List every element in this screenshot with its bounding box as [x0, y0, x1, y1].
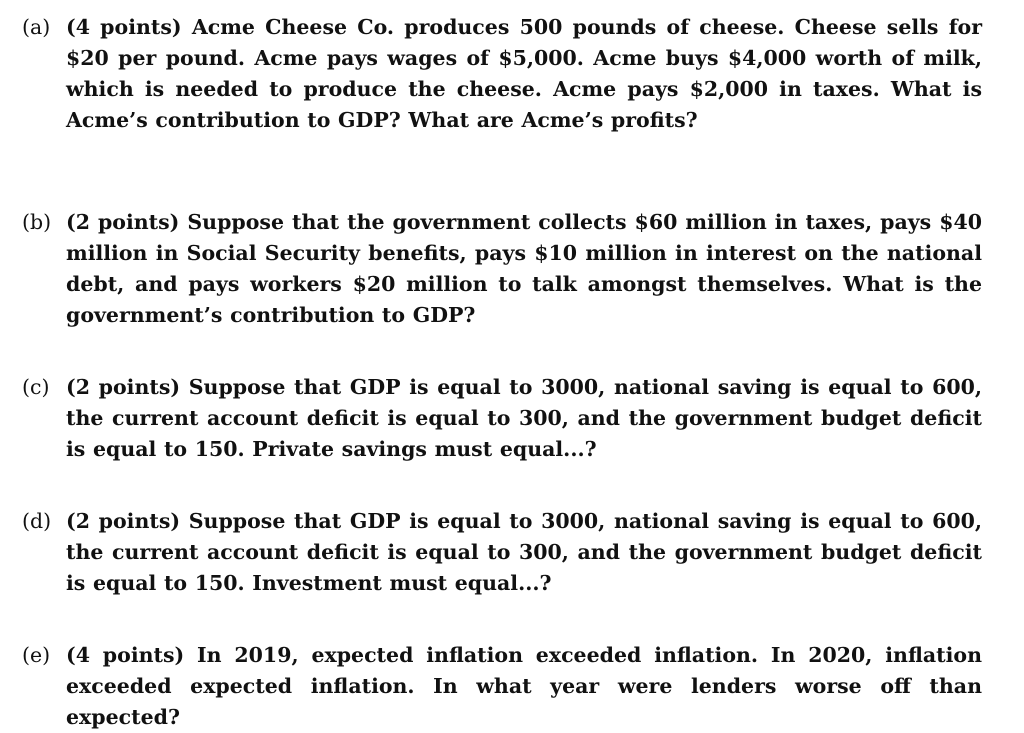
question-label: (e)	[22, 643, 51, 667]
question-text: (4 points) In 2019, expected inflation exceeded inflation. In 2020, inflation exceeded expected inflation. In what year were lenders worse off than expected?	[66, 643, 982, 729]
question-a	[22, 12, 982, 136]
question-text: (2 points) Suppose that the government collects $60 million in taxes, pays $40 million in Social Security benefits, pays $10 million in interest on the national debt, and pays workers $20 million to talk amongst themselves. What is the government’s contribution to GDP?	[66, 210, 982, 327]
question-label: (c)	[22, 375, 50, 399]
question-text: (2 points) Suppose that GDP is equal to 3000, national saving is equal to 600, the current account deficit is equal to 300, and the government budget deficit is equal to 150. Private savings must equal...?	[66, 375, 982, 461]
question-b	[22, 207, 982, 331]
question-d	[22, 506, 982, 599]
question-label: (d)	[22, 509, 52, 533]
question-label: (b)	[22, 210, 52, 234]
question-text: (2 points) Suppose that GDP is equal to 3000, national saving is equal to 600, the current account deficit is equal to 300, and the government budget deficit is equal to 150. Investment must equal...?	[66, 509, 982, 595]
question-label: (a)	[22, 15, 51, 39]
question-c	[22, 372, 982, 465]
question-text: (4 points) Acme Cheese Co. produces 500 pounds of cheese. Cheese sells for $20 per pound. Acme pays wages of $5,000. Acme buys $4,000 worth of milk, which is needed to produce the cheese. Acme pays $2,000 in taxes. What is Acme’s contribution to GDP? What are Acme’s profits?	[66, 15, 982, 132]
question-e	[22, 640, 982, 733]
